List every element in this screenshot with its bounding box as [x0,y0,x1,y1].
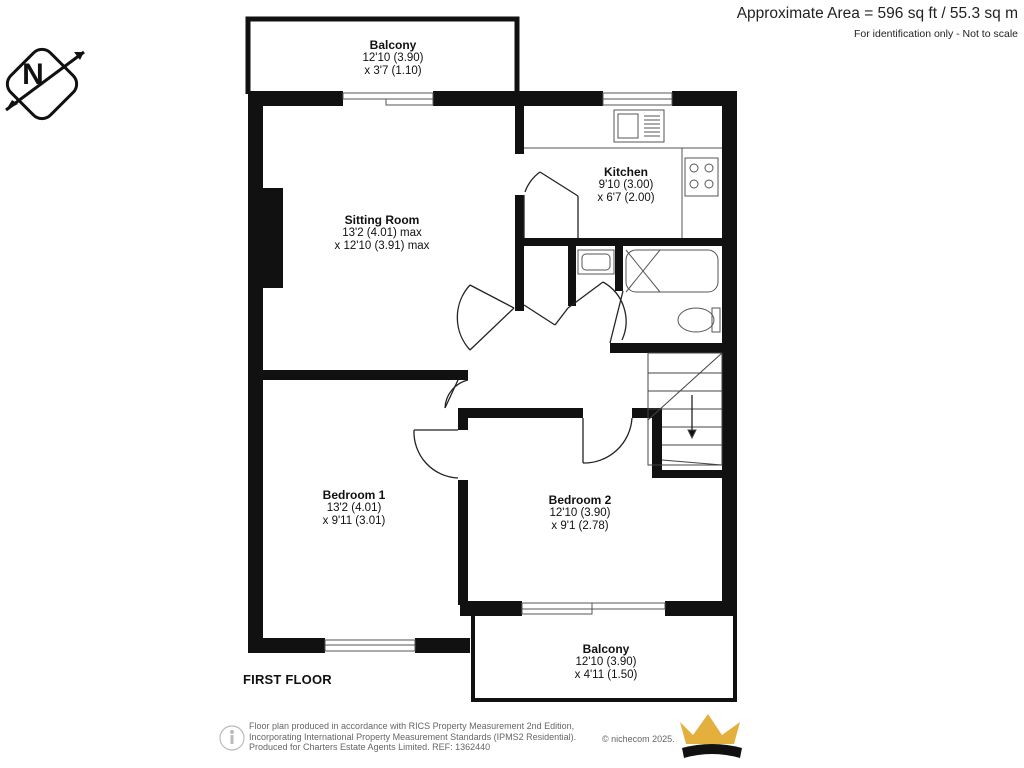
room-name: Balcony [369,38,417,52]
room-dim: 12'10 (3.90) [362,52,424,64]
room-name: Balcony [582,642,630,656]
brand-copyright: © nichecom 2025. [602,734,675,744]
footer-line: Incorporating International Property Measurement Standards (IPMS2 Residential). [249,731,577,742]
room-dim: 13'2 (4.01) [326,502,382,514]
room-dim: 9'10 (3.00) [598,179,654,191]
room-dim: 12'10 (3.90) [549,507,611,519]
accessibility-icon [220,726,244,750]
footer-line: Floor plan produced in accordance with RICS Property Measurement 2nd Edition, [249,721,575,731]
room-dim: x 6'7 (2.00) [597,192,655,204]
compass-letter: N [22,58,44,91]
room-label-sitting-room [335,214,430,253]
crown-logo-icon [680,714,742,758]
footer-credits [249,721,576,753]
floor-label: FIRST FLOOR [243,672,332,687]
room-dim: x 4'11 (1.50) [574,669,638,681]
room-name: Bedroom 2 [548,493,612,507]
footer-line: Produced for Charters Estate Agents Limited. REF: 1362440 [249,742,491,752]
approximate-area: Approximate Area = 596 sq ft / 55.3 sq m [736,5,1018,22]
room-name: Bedroom 1 [322,488,386,502]
scale-note: For identification only - Not to scale [854,28,1018,40]
room-name: Kitchen [603,165,649,179]
room-dim: x 12'10 (3.91) max [334,240,430,252]
room-dim: x 9'1 (2.78) [551,520,609,532]
room-label-kitchen [597,166,654,205]
room-dim: x 9'11 (3.01) [322,515,386,527]
room-dim: 13'2 (4.01) max [342,227,422,239]
room-label-bedroom-1 [323,489,386,528]
room-label-balcony-bottom [575,643,638,682]
room-name: Sitting Room [344,213,420,227]
room-label-balcony-top [362,39,423,78]
bathroom-fixtures [578,250,720,332]
room-dim: 12'10 (3.90) [575,656,637,668]
room-label-bedroom-2 [549,494,612,533]
room-dim: x 3'7 (1.10) [364,65,422,77]
